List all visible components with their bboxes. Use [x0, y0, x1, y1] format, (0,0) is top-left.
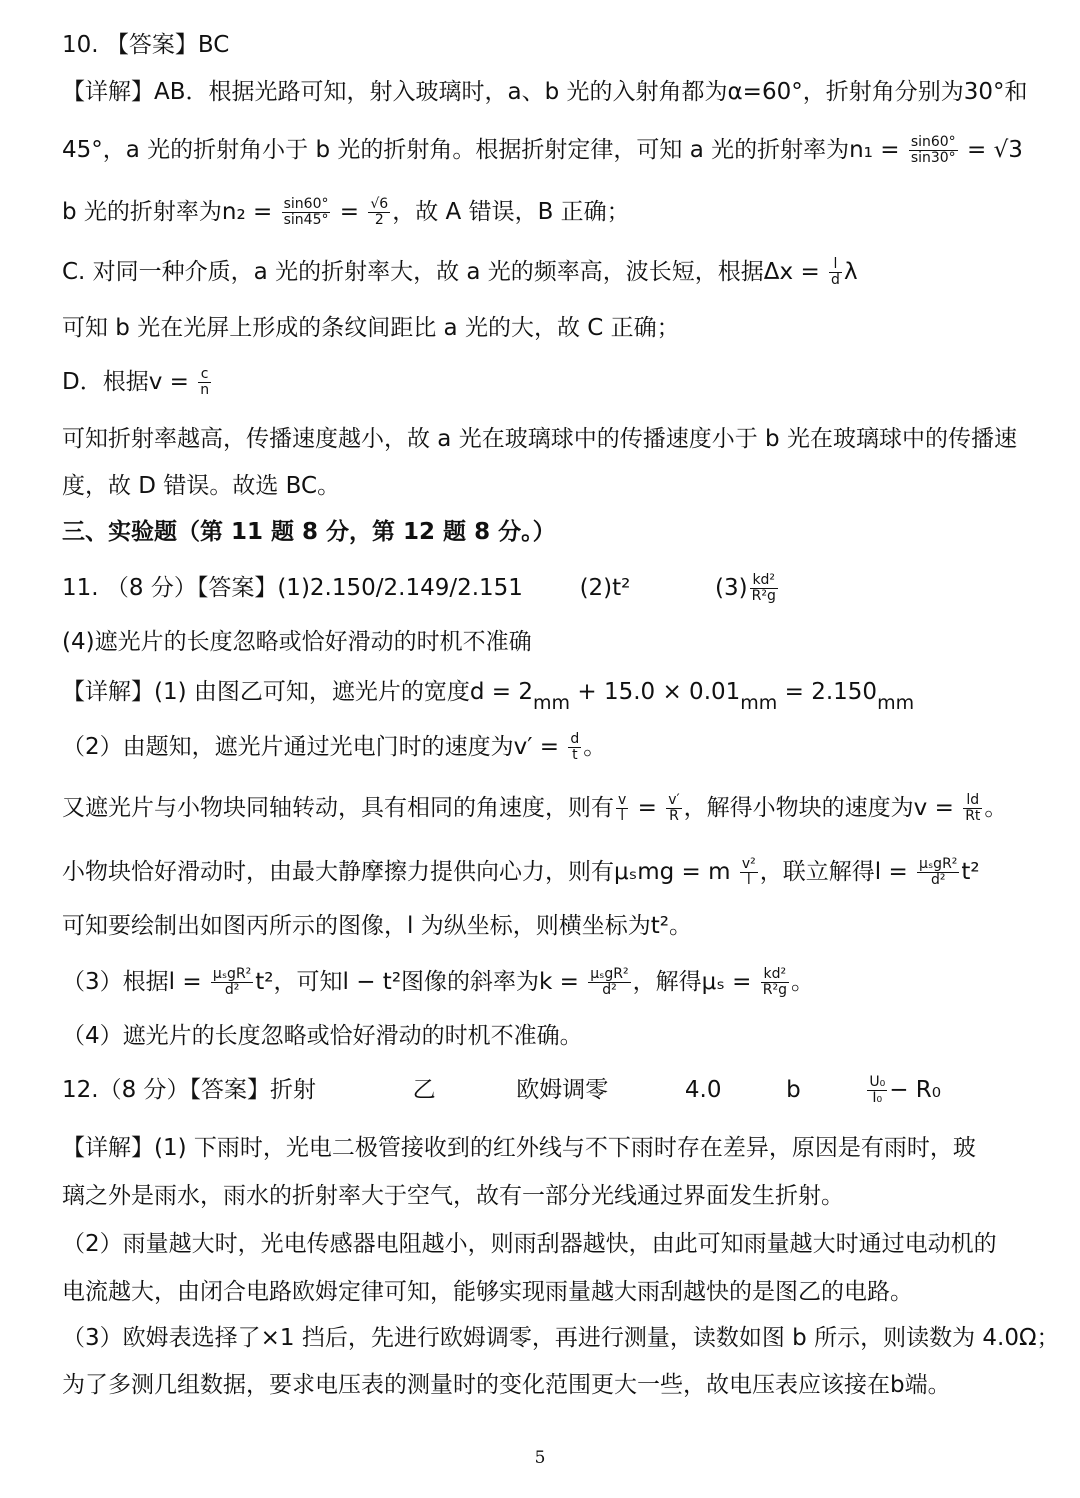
q12-detail-6: 为了多测几组数据，要求电压表的测量时的变化范围更大一些，故电压表应该接在b端。 [62, 1372, 951, 1398]
q11-fraction-answer3: $\frac{\text{kd²}}{\text{R²g}}$ [751, 572, 776, 604]
q10-detail-line-7: 可知折射率越高，传播速度越小，故 a 光在玻璃球中的传播速度小于 b 光在玻璃球中的传播速 [62, 426, 1017, 452]
q11-detail-5: 可知要绘制出如图丙所示的图像，l 为纵坐标，则横坐标为t²。 [62, 913, 692, 939]
page-number: 5 [534, 1448, 546, 1468]
q11-fraction-d-over-t: $\frac{d}{t}$ [570, 731, 580, 763]
q11-detail-6: （3）根据l = $\frac{\text{μₛgR²}}{\text{d²}}$ t²，可知l − t²图像的斜率为k = $\frac{\text{μₛgR²}}{\text{d²}}$ ，解得μₛ = $\frac{\text{kd²}}{\text{R²g}}$ 。 [62, 966, 814, 998]
q10-detail-line-2: 45°，a 光的折射角小于 b 光的折射角。根据折射定律，可知 a 光的折射率为n₁ = $\frac{\sin 60^\circ}{\sin 30^\circ}$ = √3 [62, 134, 1023, 166]
q10-fraction-n2: $\frac{\sin 60^\circ}{\sin 45^\circ}$ [283, 196, 329, 228]
section-heading-experiments: 三、实验题（第 11 题 8 分，第 12 题 8 分。） [62, 519, 556, 545]
q10-detail-line-6: D．根据v = $\frac{c}{n}$ [62, 366, 210, 398]
q12-detail-4: 电流越大，由闭合电路欧姆定律可知，能够实现雨量越大雨刮越快的是图乙的电路。 [62, 1279, 913, 1305]
q11-detail-4: 小物块恰好滑动时，由最大静摩擦力提供向心力，则有μₛmg = m $\frac{\text{v²}}{l}$ ，联立解得l = $\frac{\text{μₛgR²}}{\text{d²}}$ t² [62, 856, 980, 888]
q11-fraction-vprime-over-r: $\frac{v'}{R}$ [668, 792, 680, 824]
q10-detail-line-8: 度，故 D 错误。故选 BC。 [62, 473, 341, 499]
q10-fraction-sqrt6: $\frac{√6}{2}$ [370, 196, 389, 228]
q10-fraction-c-over-n: $\frac{c}{n}$ [200, 366, 210, 398]
q11-answer-line: 11. （8 分）【答案】(1)2.150/2.149/2.151 (2)t² (3) $\frac{\text{kd²}}{\text{R²g}}$ [62, 572, 776, 604]
q11-fraction-mu-g-r2-over-d2: $\frac{\text{μₛgR²}}{\text{d²}}$ [919, 856, 958, 888]
q10-heading: 10. 【答案】BC [62, 32, 230, 58]
q12-fraction-u0-over-i0: $\frac{\text{U₀}}{\text{I₀}}$ [869, 1074, 886, 1106]
q10-detail-line-1: 【详解】AB．根据光路可知，射入玻璃时，a、b 光的入射角都为α=60°，折射角分别为30°和 [62, 79, 1028, 105]
q11-fraction-mu-result: $\frac{\text{kd²}}{\text{R²g}}$ [762, 966, 787, 998]
q10-detail-line-5: 可知 b 光在光屏上形成的条纹间距比 a 光的大，故 C 正确； [62, 315, 680, 341]
q12-detail-1: 【详解】(1) 下雨时，光电二极管接收到的红外线与不下雨时存在差异，原因是有雨时，玻 [62, 1135, 976, 1161]
q10-detail-line-4: C. 对同一种介质，a 光的折射率大，故 a 光的频率高，波长短，根据Δx = $\frac{l}{d}$ λ [62, 256, 858, 288]
q12-answer-line: 12.（8 分）【答案】折射 乙 欧姆调零 4.0 b $\frac{\text{U₀}}{\text{I₀}}$ − R₀ [62, 1074, 941, 1106]
q11-detail-2: （2）由题知，遮光片通过光电门时的速度为v′ = $\frac{d}{t}$ 。 [62, 731, 607, 763]
q10-fraction-n1: $\frac{\sin 60^\circ}{\sin 30^\circ}$ [910, 134, 956, 166]
q11-fraction-ld-over-rt: $\frac{ld}{Rt}$ [965, 792, 981, 824]
q11-detail-1: 【详解】(1) 由图乙可知，遮光片的宽度$d = 2_{mm} + 15.0 \times 0.01_{mm} = 2.150_{mm}$ [62, 679, 915, 714]
q12-detail-2: 璃之外是雨水，雨水的折射率大于空气，故有一部分光线通过界面发生折射。 [62, 1183, 844, 1209]
q11-detail-3: 又遮光片与小物块同轴转动，具有相同的角速度，则有 $\frac{v}{l}$ = $\frac{v'}{R}$ ，解得小物块的速度为v = $\frac{ld}{Rt}$ 。 [62, 792, 1008, 824]
q11-detail-7: （4）遮光片的长度忽略或恰好滑动的时机不准确。 [62, 1023, 583, 1049]
q11-fraction-v2-over-l: $\frac{\text{v²}}{l}$ [741, 856, 756, 888]
q10-fraction-l-over-d: $\frac{l}{d}$ [831, 256, 840, 288]
q11-fraction-v-over-l: $\frac{v}{l}$ [618, 792, 627, 824]
q11-answer-4: (4)遮光片的长度忽略或恰好滑动的时机不准确 [62, 629, 532, 655]
q12-detail-3: （2）雨量越大时，光电传感器电阻越小，则雨刮器越快，由此可知雨量越大时通过电动机的 [62, 1231, 997, 1257]
q11-fraction-l-formula: $\frac{\text{μₛgR²}}{\text{d²}}$ [212, 966, 252, 998]
q10-detail-line-3: b 光的折射率为n₂ = $\frac{\sin 60^\circ}{\sin 45^\circ}$ = $\frac{√6}{2}$ ，故 A 错误，B 正确； [62, 196, 630, 228]
q11-fraction-k-formula: $\frac{\text{μₛgR²}}{\text{d²}}$ [590, 966, 629, 998]
q12-detail-5: （3）欧姆表选择了×1 挡后，先进行欧姆调零，再进行测量，读数如图 b 所示，则读数为 4.0Ω； [62, 1325, 1060, 1351]
